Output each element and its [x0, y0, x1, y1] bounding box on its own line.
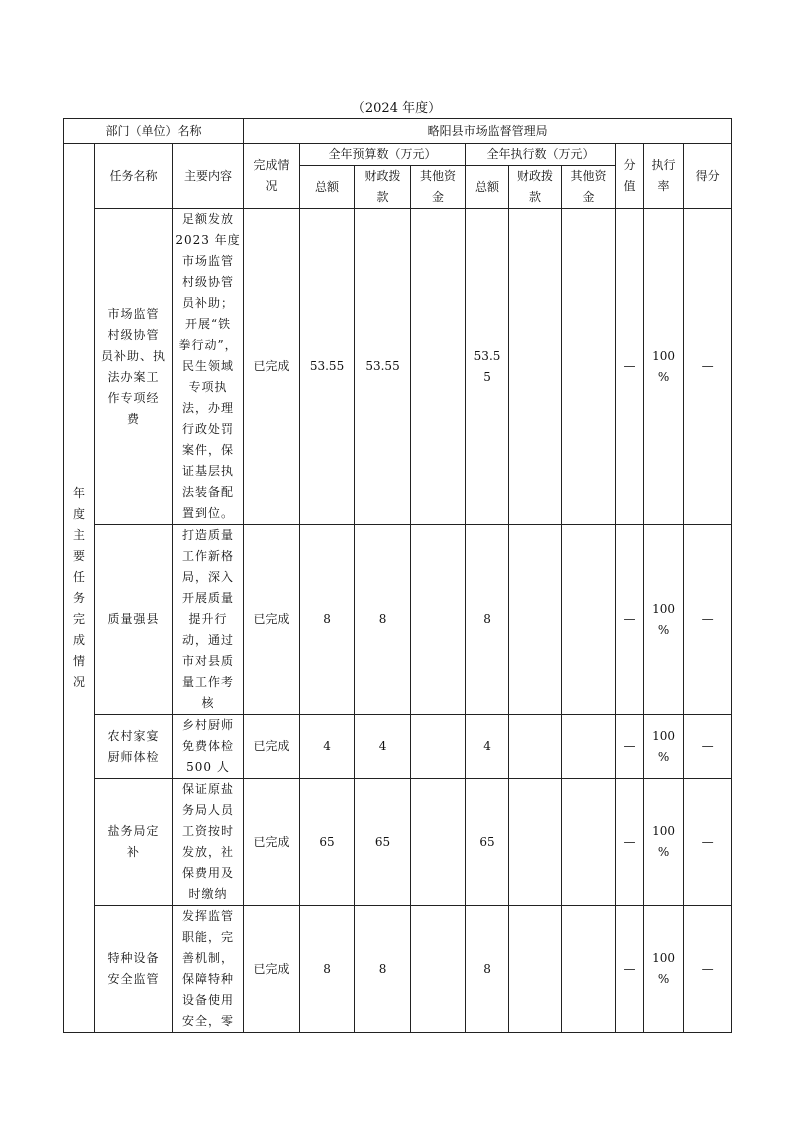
score-value: — — [684, 779, 732, 906]
exec-other — [562, 906, 616, 1033]
task-name: 特种设备 安全监管 — [95, 906, 173, 1033]
col-score: 得分 — [684, 144, 732, 209]
score-value: — — [684, 715, 732, 779]
score-value: — — [684, 525, 732, 715]
section-label-char: 度 — [72, 507, 85, 521]
exec-fiscal — [509, 906, 562, 1033]
exec-total: 65 — [466, 779, 509, 906]
budget-fiscal: 4 — [355, 715, 411, 779]
task-content: 保证原盐 务局人员 工资按时 发放，社 保费用及 时缴纳 — [173, 779, 244, 906]
exec-rate-value: 100 % — [644, 715, 684, 779]
exec-fiscal — [509, 715, 562, 779]
col-completion: 完成情 况 — [244, 144, 300, 209]
col-task-name: 任务名称 — [95, 144, 173, 209]
table-row — [64, 525, 732, 715]
budget-total: 8 — [300, 525, 355, 715]
exec-rate-value: 100 % — [644, 525, 684, 715]
task-name: 市场监管 村级协管 员补助、执 法办案工 作专项经 费 — [95, 209, 173, 525]
section-label-char: 任 — [72, 570, 85, 584]
col-exec-total: 总额 — [466, 166, 509, 209]
table-row — [64, 209, 732, 525]
budget-fiscal: 65 — [355, 779, 411, 906]
task-status: 已完成 — [244, 906, 300, 1033]
exec-other — [562, 715, 616, 779]
budget-total: 65 — [300, 779, 355, 906]
table-row — [64, 715, 732, 779]
budget-other — [411, 525, 466, 715]
weight-value: — — [616, 525, 644, 715]
section-label-char: 主 — [72, 528, 85, 542]
section-label-char: 成 — [72, 633, 85, 647]
weight-value: — — [616, 779, 644, 906]
task-name: 质量强县 — [95, 525, 173, 715]
score-value: — — [684, 906, 732, 1033]
dept-value: 略阳县市场监督管理局 — [244, 119, 732, 144]
section-label-char: 年 — [72, 486, 85, 500]
task-table — [63, 118, 732, 1033]
task-content: 足额发放 2023 年度 市场监管 村级协管 员补助； 开展“铁 拳行动”， 民生领域 专项执 法，办理 行政处罚 案件，保 证基层执 法装备配 置到位。 — [173, 209, 244, 525]
section-label-text — [64, 483, 94, 693]
budget-fiscal: 8 — [355, 525, 411, 715]
task-name: 农村家宴 厨师体检 — [95, 715, 173, 779]
exec-total: 4 — [466, 715, 509, 779]
col-exec-rate: 执行 率 — [644, 144, 684, 209]
task-content: 打造质量 工作新格 局，深入 开展质量 提升行 动，通过 市对县质 量工作考 核 — [173, 525, 244, 715]
task-status: 已完成 — [244, 779, 300, 906]
col-budget-group: 全年预算数（万元） — [300, 144, 466, 166]
budget-other — [411, 779, 466, 906]
exec-fiscal — [509, 779, 562, 906]
budget-total: 8 — [300, 906, 355, 1033]
exec-fiscal — [509, 525, 562, 715]
col-budget-total: 总额 — [300, 166, 355, 209]
exec-rate-value: 100 % — [644, 209, 684, 525]
task-content: 发挥监管 职能，完 善机制， 保障特种 设备使用 安全，零 — [173, 906, 244, 1033]
table-row — [64, 906, 732, 1033]
section-label-char: 情 — [72, 654, 85, 668]
col-exec-group: 全年执行数（万元） — [466, 144, 616, 166]
col-budget-other: 其他资 金 — [411, 166, 466, 209]
budget-other — [411, 906, 466, 1033]
section-label-char: 务 — [72, 591, 85, 605]
task-name: 盐务局定 补 — [95, 779, 173, 906]
budget-total: 4 — [300, 715, 355, 779]
exec-rate-value: 100 % — [644, 779, 684, 906]
budget-total: 53.55 — [300, 209, 355, 525]
section-label-char: 况 — [72, 675, 85, 689]
task-status: 已完成 — [244, 715, 300, 779]
task-status: 已完成 — [244, 525, 300, 715]
exec-total: 53.5 5 — [466, 209, 509, 525]
weight-value: — — [616, 906, 644, 1033]
exec-other — [562, 209, 616, 525]
section-label-char: 完 — [72, 612, 85, 626]
exec-rate-value: 100 % — [644, 906, 684, 1033]
exec-total: 8 — [466, 525, 509, 715]
table-row — [64, 779, 732, 906]
dept-label: 部门（单位）名称 — [64, 119, 244, 144]
col-main-content: 主要内容 — [173, 144, 244, 209]
section-label — [64, 144, 95, 1033]
task-status: 已完成 — [244, 209, 300, 525]
budget-other — [411, 715, 466, 779]
score-value: — — [684, 209, 732, 525]
task-content: 乡村厨师 免费体检 500 人 — [173, 715, 244, 779]
col-exec-fiscal: 财政拨 款 — [509, 166, 562, 209]
weight-value: — — [616, 209, 644, 525]
weight-value: — — [616, 715, 644, 779]
exec-other — [562, 525, 616, 715]
exec-fiscal — [509, 209, 562, 525]
section-label-char: 要 — [72, 549, 85, 563]
exec-total: 8 — [466, 906, 509, 1033]
col-exec-other: 其他资 金 — [562, 166, 616, 209]
budget-fiscal: 8 — [355, 906, 411, 1033]
col-weight: 分 值 — [616, 144, 644, 209]
exec-other — [562, 779, 616, 906]
budget-fiscal: 53.55 — [355, 209, 411, 525]
col-budget-fiscal: 财政拨 款 — [355, 166, 411, 209]
budget-other — [411, 209, 466, 525]
year-label: （2024 年度） — [351, 101, 442, 116]
